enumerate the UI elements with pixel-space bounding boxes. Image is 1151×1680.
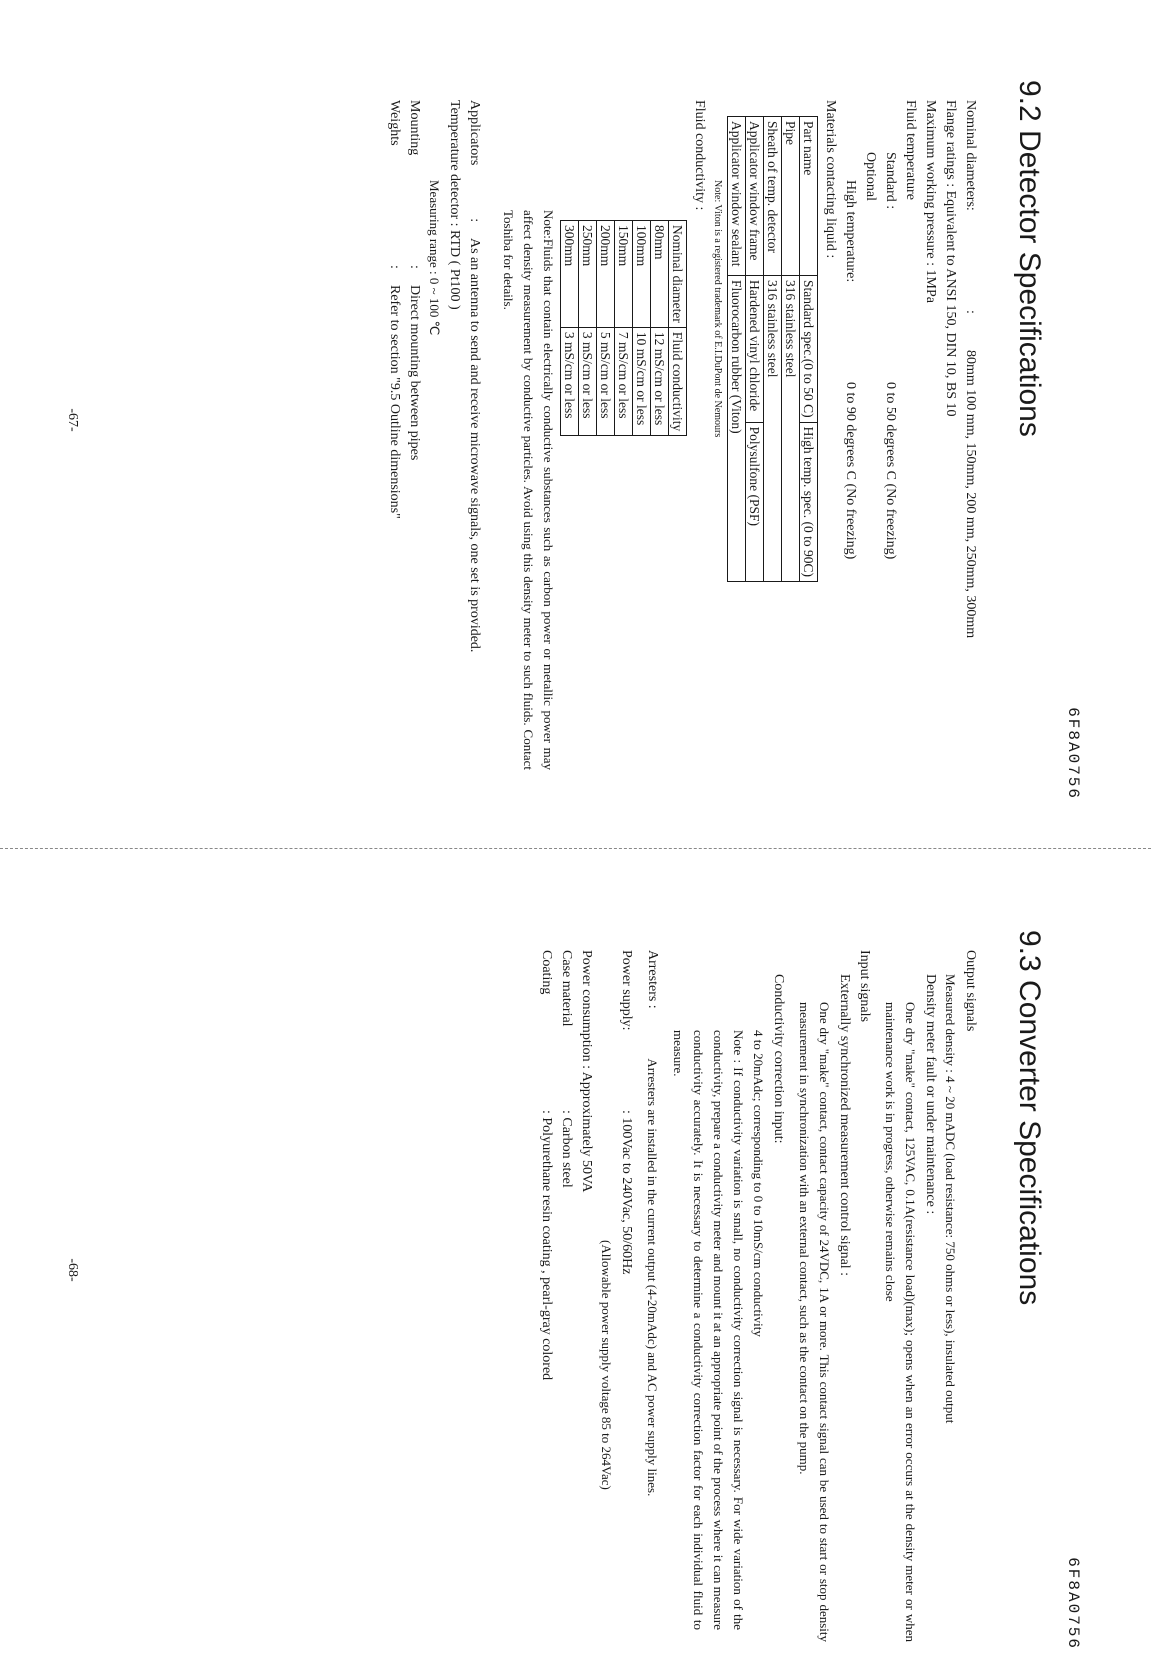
conductivity-note: Note : If conductivity variation is small, no conductivity correction signal is necessary. For wide variation of the conductivity, prepare a conductivity meter and mount it at an appropriate point of the process where it can measure conductivity accurately. It is necessary to determine a conductivity correction factor for each individual fluid to measure. (671, 1030, 746, 1630)
standard-temp-value: 0 to 50 degrees C (No freezing) (883, 382, 898, 560)
table-cell: 7 mS/cm or less (615, 327, 633, 435)
fluids-note: Note:Fluids that contain electrically conductive substances such as carbon power or metallic power may affect density measurement by conductive particles. Avoid using this density meter to such fluids. Contact Toshiba for details. (501, 210, 556, 770)
table-cell: 5 mS/cm or less (597, 327, 615, 435)
table-row (561, 221, 579, 436)
temperature-detector: Temperature detector : RTD ( Pt100 ) (447, 100, 462, 310)
page-68 (0, 870, 1100, 1670)
fluid-temperature-label: Fluid temperature (903, 100, 918, 200)
detector-specs (384, 100, 980, 790)
materials-label: Materials contacting liquid : (823, 100, 838, 259)
table-row (615, 221, 633, 436)
table-cell: 316 stainless steel (782, 276, 800, 582)
converter-specs (536, 950, 980, 1640)
table-cell: Sheath of temp. detector (764, 117, 782, 276)
table-row (651, 221, 669, 436)
cond-input-label: Conductivity correction input: (771, 974, 786, 1144)
table-cell: Pipe (782, 117, 800, 276)
table-row (633, 221, 651, 436)
table-header-cell: Nominal diameter (669, 221, 687, 328)
power-supply-allowable: (Allowable power supply voltage 85 to 264Vac) (599, 1240, 614, 1490)
measuring-range: Measuring range : 0 ~ 100 ℃ (427, 180, 442, 336)
table-cell: Hardened vinyl chloride (746, 276, 764, 423)
doc-code: 6F8A0756 (1064, 1557, 1082, 1650)
coating-value: : Polyurethane resin coating , pearl-gray colored (539, 1110, 554, 1381)
table-row (764, 117, 782, 582)
ext-sync-label: Externally synchronized measurement control signal : (837, 974, 852, 1277)
section-title: 9.2 Detector Specifications (1013, 80, 1046, 437)
density-fault-desc: One dry "make" contact, 125VAC, 0.1A(resistance load)(max); opens when an error occurs at the density meter or when maintenance work is in progress, otherwise remains close (883, 1002, 918, 1642)
standard-temp-row (880, 100, 900, 790)
table-cell: Applicator window frame (746, 117, 764, 276)
nominal-diameters-value: 80mm 100 mm, 150mm, 200 mm, 250mm, 300mm (963, 350, 978, 639)
high-temp-value: 0 to 90 degrees C (No freezing) (843, 382, 858, 560)
coating-label: Coating (539, 950, 554, 995)
table-cell: 200mm (597, 221, 615, 328)
coating-row (536, 950, 556, 1640)
table-cell: Fluorocarbon rubber (Viton) (728, 276, 746, 582)
applicators-value: As an antenna to send and receive microwave signals, one set is provided. (467, 238, 482, 653)
table-header-row (800, 117, 818, 582)
table-header-cell: High temp. spec. (0 to 90C) (800, 422, 818, 581)
output-signals-label: Output signals (963, 950, 978, 1032)
table-cell: 100mm (633, 221, 651, 328)
table-row (746, 117, 764, 582)
table-cell: 316 stainless steel (764, 276, 782, 582)
table-row (579, 221, 597, 436)
power-supply-value: : 100Vac to 240Vac, 50/60Hz (619, 1110, 634, 1275)
mounting-value: Direct mounting between pipes (407, 285, 422, 461)
mounting-label: Mounting (407, 100, 422, 156)
nominal-diameters-sep: : (963, 310, 978, 314)
case-material-value: : Carbon steel (559, 1110, 574, 1188)
materials-table (727, 116, 818, 582)
table-cell: 80mm (651, 221, 669, 328)
power-consumption: Power consumption : Approximately 50VA (579, 950, 594, 1193)
applicators-label: Applicators (467, 100, 482, 166)
table-cell: 3 mS/cm or less (561, 327, 579, 435)
page-67 (0, 20, 1100, 820)
page-number: -68- (65, 1258, 80, 1282)
table-row (728, 117, 746, 582)
weights-row: Weights : Refer to section "9.5 Outline dimensions" (384, 100, 404, 790)
table-cell: 10 mS/cm or less (633, 327, 651, 435)
arresters-value: Arresters are installed in the current output (4-20mAdc) and AC power supply lines. (645, 1058, 660, 1497)
table-header-row (669, 221, 687, 436)
table-cell: 300mm (561, 221, 579, 328)
density-fault-label: Density meter fault or under maintenance : (923, 974, 938, 1215)
section-title: 9.3 Converter Specifications (1013, 930, 1046, 1306)
table-row (782, 117, 800, 582)
high-temp-label: High temperature: (843, 180, 858, 283)
table-cell: 250mm (579, 221, 597, 328)
table-header-cell: Fluid conductivity (669, 327, 687, 435)
conductivity-table (560, 220, 687, 436)
doc-code: 6F8A0756 (1064, 707, 1082, 800)
viton-note: Note: Viton is a registered trademark of E.I.DuPont de Nemours (712, 180, 723, 438)
table-cell: Polysulfone (PSF) (746, 422, 764, 581)
power-supply-row (616, 950, 636, 1640)
arresters-row (642, 950, 662, 1640)
case-material-row (556, 950, 576, 1640)
input-signals-label: Input signals (857, 950, 872, 1022)
optional-label: Optional (863, 152, 878, 201)
high-temp-row (840, 100, 860, 790)
table-cell: 3 mS/cm or less (579, 327, 597, 435)
applicators-row: Applicators : As an antenna to send and receive microwave signals, one set is provided. (464, 100, 484, 790)
arresters-label: Arresters : (645, 950, 660, 1009)
case-material-label: Case material (559, 950, 574, 1027)
nominal-diameters-row (960, 100, 980, 790)
weights-value: Refer to section "9.5 Outline dimensions" (387, 285, 402, 519)
cond-input-desc: 4 to 20mAdc; corresponding to 0 to 10mS/cm conductivity (751, 1030, 766, 1337)
page-number: -67- (65, 408, 80, 432)
standard-temp-label: Standard : (883, 152, 898, 210)
measured-density: Measured density : 4 ~ 20 mADC (load resistance: 750 ohms or less), insulated output (943, 974, 958, 1424)
table-header-cell: Part name (800, 117, 818, 276)
page-divider (0, 848, 1151, 849)
ext-sync-desc: One dry "make" contact, contact capacity of 24VDC, 1A or more. This contact signal can be used to start or stop density measurement in synchronization with an external contact, such as the contact on the pump. (797, 1002, 832, 1642)
table-cell: 12 mS/cm or less (651, 327, 669, 435)
power-supply-label: Power supply: (619, 950, 634, 1031)
flange-ratings: Flange ratings : Equivalent to ANSI 150, DIN 10, BS 10 (943, 100, 958, 417)
table-cell: 150mm (615, 221, 633, 328)
table-header-cell: Standard spec.(0 to 50 C) (800, 276, 818, 423)
nominal-diameters-label: Nominal diameters: (963, 100, 978, 211)
max-working-pressure: Maximum working pressure : 1MPa (923, 100, 938, 303)
table-row (597, 221, 615, 436)
fluid-conductivity-label: Fluid conductivity : (692, 100, 707, 211)
mounting-row: Mounting : Direct mounting between pipes (404, 100, 424, 790)
table-cell: Applicator window sealant (728, 117, 746, 276)
weights-label: Weights (387, 100, 402, 146)
